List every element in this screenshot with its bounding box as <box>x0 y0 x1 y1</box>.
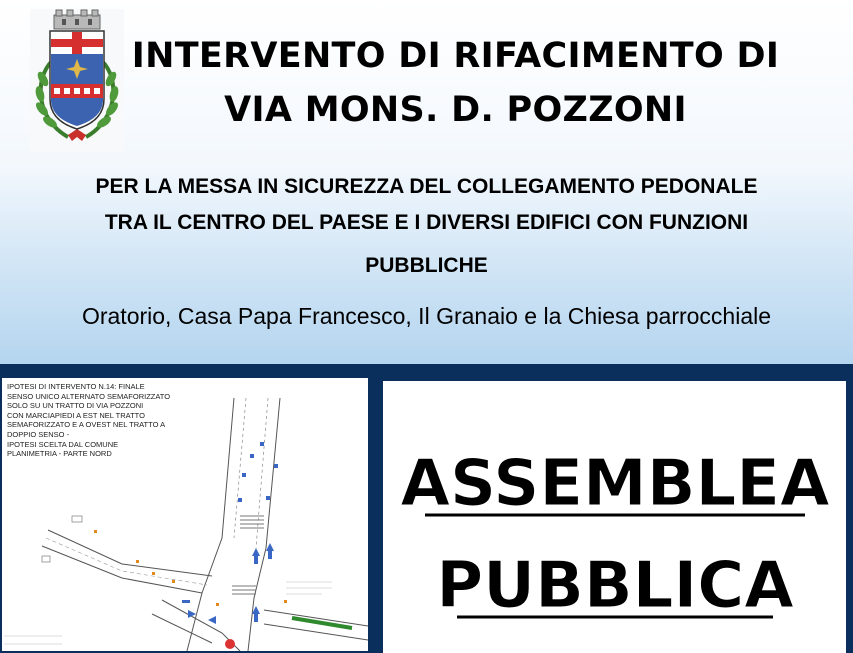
plan-note: SOLO SU UN TRATTO DI VIA POZZONI <box>7 401 144 411</box>
places-list: Oratorio, Casa Papa Francesco, Il Granaio e la Chiesa parrocchiale <box>81 303 772 329</box>
assembly-line-2-text: PUBBLICA <box>435 549 794 623</box>
plan-note: DOPPIO SENSO - <box>7 429 70 439</box>
subtitle-line-1: PER LA MESSA IN SICUREZZA DEL COLLEGAMENTO PEDONALE <box>95 175 758 198</box>
assembly-heading-line-1 <box>383 441 846 521</box>
municipal-coat-of-arms-icon <box>30 9 124 152</box>
plan-note: SENSO UNICO ALTERNATO SEMAFORIZZATO <box>7 391 171 401</box>
plan-note: CON MARCIAPIEDI A EST NEL TRATTO <box>7 410 145 420</box>
plan-note: SEMAFORIZZATO E A OVEST NEL TRATTO A <box>7 420 166 430</box>
assembly-heading-line-2 <box>383 541 846 631</box>
poster-title-line-1: INTERVENTO DI RIFACIMENTO DI <box>131 36 780 76</box>
plan-note: IPOTESI SCELTA DAL COMUNE <box>7 439 119 449</box>
site-plan-notes <box>7 382 207 459</box>
site-plan-panel <box>0 376 370 653</box>
subtitle-line-3: PUBBLICHE <box>365 254 488 277</box>
plan-note: PLANIMETRIA - PARTE NORD <box>7 449 112 459</box>
assembly-panel <box>380 378 849 653</box>
poster-title-line-2: VIA MONS. D. POZZONI <box>224 90 687 130</box>
subtitle-line-2: TRA IL CENTRO DEL PAESE E I DIVERSI EDIFICI CON FUNZIONI <box>104 211 749 234</box>
assembly-line-1-text: ASSEMBLEA <box>399 447 830 521</box>
plan-note: IPOTESI DI INTERVENTO N.14: FINALE <box>7 382 145 391</box>
